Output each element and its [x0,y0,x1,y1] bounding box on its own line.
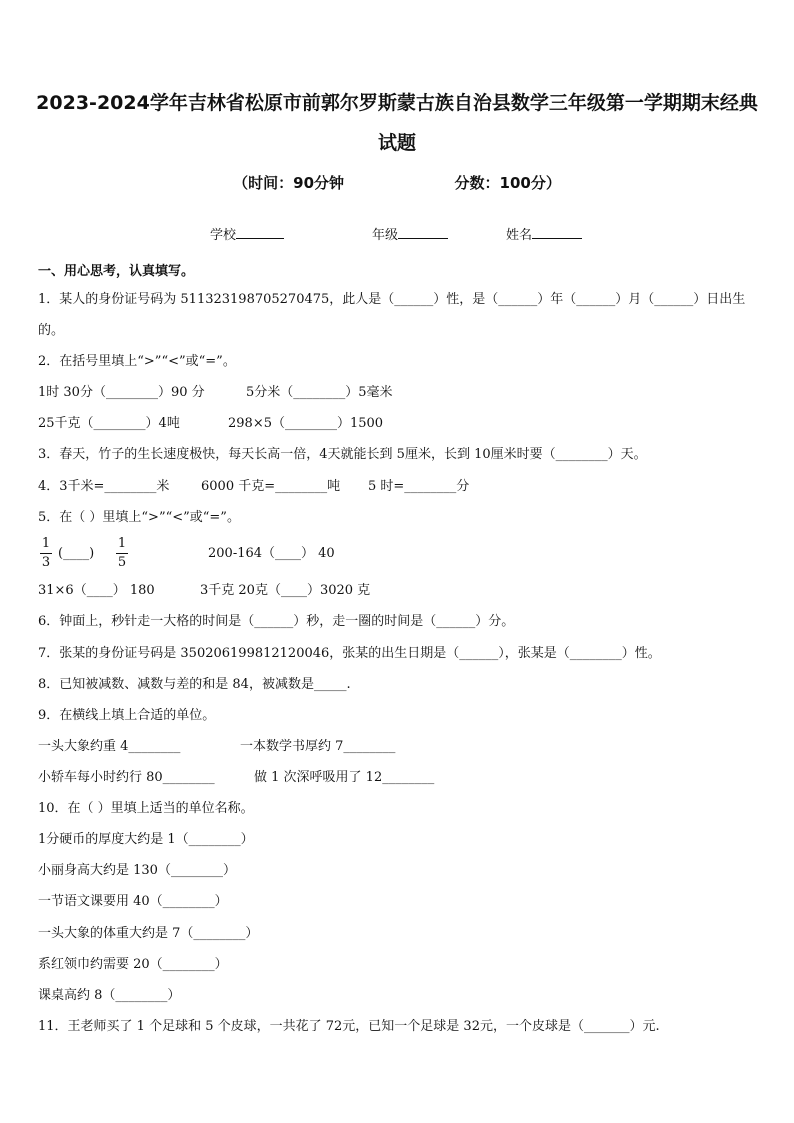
exam-title-line2: 试题 [377,132,416,154]
fraction-a-denominator: 3 [41,555,51,570]
question-6: 6．钟面上，秒针走一大格的时间是（______）秒，走一圈的时间是（______）分。 [38,614,515,629]
question-10-item: 一节语文课要用 40（________） [38,894,228,909]
fraction-b-denominator: 5 [117,555,127,570]
question-9-item-d: 做 1 次深呼吸用了 12________ [254,770,435,785]
name-label: 姓名 [506,228,533,243]
grade-blank [398,226,448,239]
question-10-item: 小丽身高大约是 130（________） [38,863,236,878]
question-4-item-c: 5 时=________分 [368,479,470,494]
exam-title-line1: 2023-2024学年吉林省松原市前郭尔罗斯蒙古族自治县数学三年级第一学期期末经典 [36,92,758,114]
exam-subtitle [0,172,794,193]
question-2-item-c: 25千克（________）4吨 [38,416,180,431]
question-9-item-a: 一头大象约重 4________ [38,739,181,754]
question-5-fraction-compare: (____) [58,546,95,561]
school-label: 学校 [210,228,237,243]
section-1-heading: 一、用心思考，认真填写。 [38,264,195,279]
question-10-item: 课桌高约 8（________） [38,988,181,1003]
question-1-line2: 的。 [38,323,65,338]
fraction-one-third [40,536,52,571]
school-field [210,224,284,243]
question-9-stem: 9．在横线上填上合适的单位。 [38,708,216,723]
grade-label: 年级 [372,228,399,243]
question-10-item: 1分硬币的厚度大约是 1（________） [38,832,254,847]
fraction-a-numerator: 1 [41,536,51,551]
question-3: 3．春天，竹子的生长速度极快，每天长高一倍，4天就能长到 5厘米，长到 10厘米时要（________）天。 [38,447,647,462]
fraction-one-fifth [116,536,128,571]
grade-field [372,224,448,243]
name-field [506,224,582,243]
question-9-item-c: 小轿车每小时约行 80________ [38,770,215,785]
question-1-line1: 1．某人的身份证号码为 511323198705270475，此人是（______）性，是（______）年（______）月（______）日出生 [38,292,746,307]
question-10-stem: 10．在（ ）里填上适当的单位名称。 [38,801,254,816]
question-4-item-a: 4．3千米=________米 [38,479,170,494]
question-8: 8．已知被减数、减数与差的和是 84，被减数是_____. [38,677,351,692]
question-9-item-b: 一本数学书厚约 7________ [240,739,396,754]
question-10-item: 系红领巾约需要 20（________） [38,957,228,972]
question-2-item-d: 298×5（________）1500 [228,416,384,431]
question-11: 11．王老师买了 1 个足球和 5 个皮球，一共花了 72元，已知一个足球是 32元，一个皮球是（_______）元. [38,1019,660,1034]
question-5-item-c: 31×6（____） 180 [38,583,155,598]
exam-time: （时间：90分钟 [233,174,345,192]
name-blank [532,226,582,239]
question-5-item-d: 3千克 20克（____）3020 克 [200,583,371,598]
question-2-stem: 2．在括号里填上“>”“<”或“=”。 [38,354,236,369]
question-2-item-a: 1时 30分（________）90 分 [38,385,205,400]
fraction-b-bar [116,553,128,554]
question-10-item: 一头大象的体重大约是 7（________） [38,926,259,941]
fraction-b-numerator: 1 [117,536,127,551]
question-5-item-b: 200-164（____） 40 [208,546,335,561]
exam-score: 分数：100分） [454,174,561,192]
school-blank [236,226,284,239]
question-7: 7．张某的身份证号码是 350206199812120046，张某的出生日期是（______），张某是（________）性。 [38,646,661,661]
question-4-item-b: 6000 千克=________吨 [201,479,341,494]
question-5-stem: 5．在（ ）里填上“>”“<”或“=”。 [38,510,240,525]
fraction-a-bar [40,553,52,554]
question-2-item-b: 5分米（________）5毫米 [246,385,393,400]
